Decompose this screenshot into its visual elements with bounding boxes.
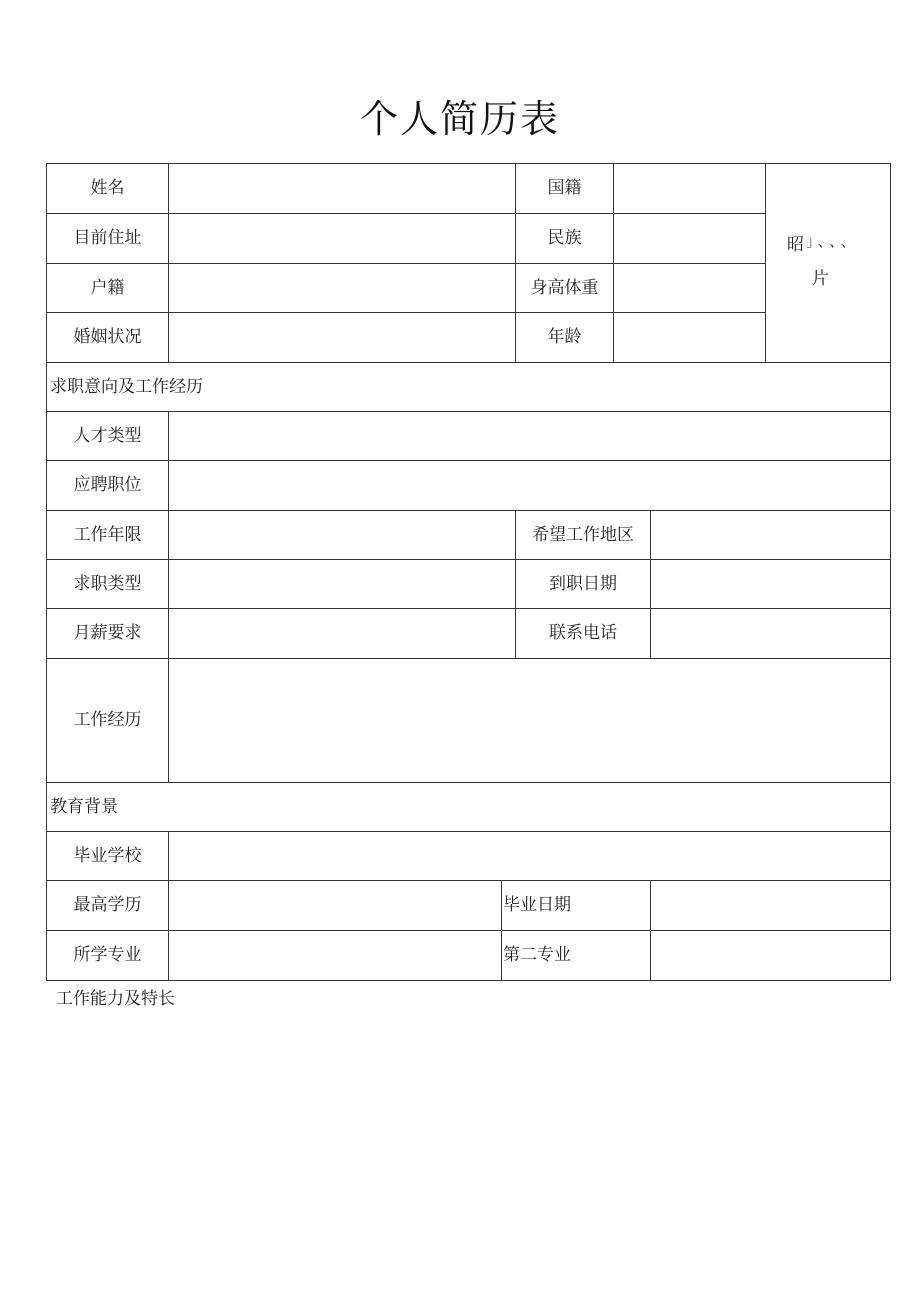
major-field[interactable] [169,931,501,980]
major-label: 所学专业 [73,945,142,966]
page-title: 个人简历表 [359,97,560,141]
talent-type-field[interactable] [169,412,890,460]
hukou-label: 户籍 [90,277,125,298]
salary-field[interactable] [169,609,515,658]
job-type-field[interactable] [169,560,515,608]
name-label: 姓名 [90,178,125,199]
photo-box[interactable] [766,164,890,362]
marital-field[interactable] [169,313,515,362]
table-border-bottom [46,980,891,981]
school-field[interactable] [169,832,890,880]
ethnicity-field[interactable] [614,214,765,263]
grad-date-field[interactable] [651,881,890,930]
talent-type-label: 人才类型 [73,425,142,446]
skills-label: 工作能力及特长 [56,989,175,1009]
marital-label: 婚姻状况 [73,327,142,348]
height-weight-label: 身高体重 [530,277,599,298]
address-label: 目前住址 [73,228,142,249]
start-date-label: 到职日期 [549,573,617,594]
phone-label: 联系电话 [549,623,617,644]
start-date-field[interactable] [651,560,890,608]
ethnicity-label: 民族 [547,228,582,249]
nationality-field[interactable] [614,164,765,213]
phone-field[interactable] [651,609,890,658]
photo-marks: 」、、、 [806,232,860,250]
age-field[interactable] [614,313,765,362]
hukou-field[interactable] [169,264,515,312]
experience-field[interactable] [169,659,890,782]
age-label: 年龄 [547,327,582,348]
salary-label: 月薪要求 [73,623,142,644]
position-label: 应聘职位 [73,475,142,496]
education-section-heading: 教育背景 [50,796,118,817]
experience-label: 工作经历 [73,710,142,731]
job-type-label: 求职类型 [73,573,142,594]
grad-date-label: 毕业日期 [503,895,571,916]
nationality-label: 国籍 [547,178,582,199]
height-weight-field[interactable] [614,264,765,312]
second-major-label: 第二专业 [503,945,571,966]
desired-area-field[interactable] [651,511,890,559]
desired-area-label: 希望工作地区 [532,524,634,545]
years-field[interactable] [169,511,515,559]
job-section-heading: 求职意向及工作经历 [50,376,203,397]
degree-label: 最高学历 [73,895,142,916]
second-major-field[interactable] [651,931,890,980]
table-border-right [890,163,891,981]
years-label: 工作年限 [73,524,142,545]
address-field[interactable] [169,214,515,263]
name-field[interactable] [169,164,515,213]
degree-field[interactable] [169,881,501,930]
photo-label-char1: 昭 [787,235,804,255]
photo-label-char2: 片 [812,269,829,289]
position-field[interactable] [169,461,890,510]
school-label: 毕业学校 [73,845,142,866]
